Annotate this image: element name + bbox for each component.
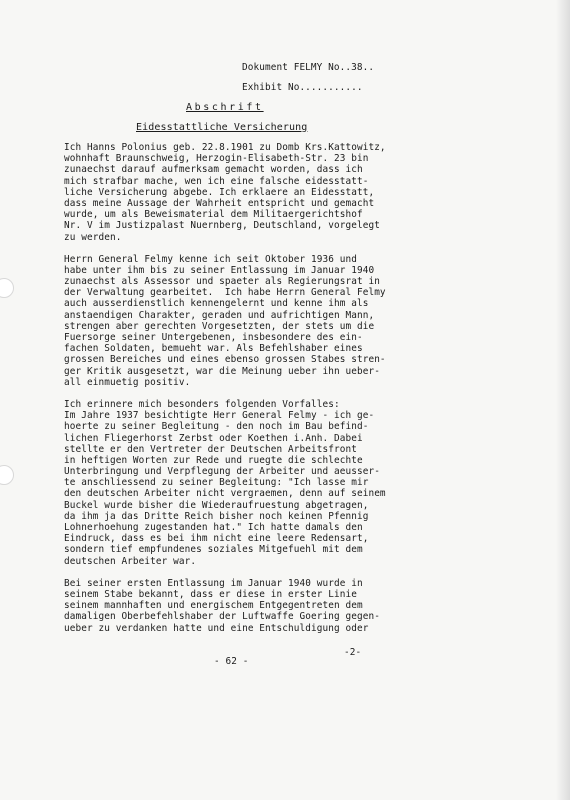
text-line: Nr. V im Justizpalast Nuernberg, Deutschland, vorgelegt [64, 220, 380, 232]
text-line: strengen aber gerechten Vorgesetzten, der stets um die [64, 320, 375, 332]
text-line: zu werden. [64, 231, 122, 243]
text-line: Bei seiner ersten Entlassung im Januar 1940 wurde in [64, 577, 363, 589]
paragraph [64, 578, 504, 634]
document-body [64, 142, 504, 645]
page-number: - 62 - [214, 656, 249, 667]
text-line: mich strafbar mache, wen ich eine falsche eidesstatt- [64, 175, 369, 187]
punch-hole-top [0, 278, 14, 298]
text-line: wurde, um als Beweismaterial dem Militaergerichtshof [64, 209, 363, 221]
text-line: sondern tief empfundenes soziales Mitgefuehl mit dem [64, 544, 363, 556]
text-line: grossen Bereiches und eines ebenso grossen Stabes stren- [64, 354, 386, 366]
text-line: lichen Fliegerhorst Zerbst oder Koethen i.Anh. Dabei [64, 432, 363, 444]
text-line: stellte er den Vertreter der Deutschen Arbeitsfront [64, 443, 357, 455]
text-line: zunaechst als Assessor und spaeter als Regierungsrat in [64, 276, 380, 288]
paragraph [64, 142, 504, 243]
text-line: wohnhaft Braunschweig, Herzogin-Elisabeth-Str. 23 bin [64, 153, 369, 165]
text-line: seinem mannhaften und energischem Entgegentreten dem [64, 600, 363, 612]
text-line: Ich erinnere mich besonders folgenden Vorfalles: [64, 398, 340, 410]
paragraph [64, 399, 504, 567]
text-line: in heftigen Worten zur Rede und ruegte die schlechte [64, 454, 363, 466]
text-line: all einmuetig positiv. [64, 376, 191, 388]
text-line: Eindruck, dass es bei ihm nicht eine leere Redensart, [64, 533, 369, 545]
text-line: auch ausserdienstlich kennengelernt und kenne ihm als [64, 298, 369, 310]
text-line: Lohnerhoehung zugestanden hat." Ich hatte damals den [64, 522, 363, 533]
text-line: damaligen Oberbefehlshaber der Luftwaffe Goering gegen- [64, 611, 380, 623]
document-reference: Dokument FELMY No..38.. [242, 62, 375, 73]
text-line: hoerte zu seiner Begleitung - den noch im Bau befind- [64, 421, 369, 433]
page-edge-shadow [556, 0, 570, 800]
text-line: der Verwaltung gearbeitet. Ich habe Herrn General Felmy [64, 287, 386, 299]
punch-hole-bottom [0, 465, 14, 485]
continuation-marker: -2- [344, 647, 362, 658]
text-line: fachen Soldaten, bemueht war. Als Befehlshaber eines [64, 343, 363, 355]
text-line: te anschliessend zu seiner Begleitung: "Ich lasse mir [64, 477, 369, 489]
text-line: ueber zu verdanken hatte und eine Entschuldigung oder [64, 622, 369, 634]
text-line: anstaendigen Charakter, geraden und aufrichtigen Mann, [64, 309, 375, 321]
text-line: zunaechst darauf aufmerksam gemacht worden, dass ich [64, 164, 363, 176]
text-line: liche Versicherung abgebe. Ich erklaere an Eidesstatt, [64, 186, 375, 198]
text-line: Herrn General Felmy kenne ich seit Oktober 1936 und [64, 253, 357, 265]
text-line: Ich Hanns Polonius geb. 22.8.1901 zu Domb Krs.Kattowitz, [64, 142, 386, 153]
text-line: Im Jahre 1937 besichtigte Herr General Felmy - ich ge- [64, 410, 375, 422]
text-line: seinem Stabe bekannt, dass er diese in erster Linie [64, 588, 357, 600]
text-line: dass meine Aussage der Wahrheit entspricht und gemacht [64, 197, 375, 209]
text-line: Unterbringung und Verpflegung der Arbeiter und aeusser- [64, 466, 380, 478]
text-line: habe unter ihm bis zu seiner Entlassung im Januar 1940 [64, 264, 375, 276]
text-line: da ihm ja das Dritte Reich bisher noch keinen Pfennig [64, 510, 369, 522]
text-line: deutschen Arbeiter war. [64, 555, 197, 567]
text-line: den deutschen Arbeiter nicht vergraemen, denn auf seinem [64, 488, 386, 500]
document-subtitle: Eidesstattliche Versicherung [136, 122, 308, 133]
exhibit-reference: Exhibit No........... [242, 82, 363, 93]
paragraph [64, 254, 504, 388]
text-line: ger Kritik ausgesetzt, war die Meinung ueber ihn ueber- [64, 365, 380, 377]
document-title: Abschrift [186, 102, 264, 113]
text-line: Buckel wurde bisher die Wiederaufruestung abgetragen, [64, 499, 369, 511]
text-line: Fuersorge seiner Untergebenen, insbesondere des ein- [64, 332, 363, 343]
